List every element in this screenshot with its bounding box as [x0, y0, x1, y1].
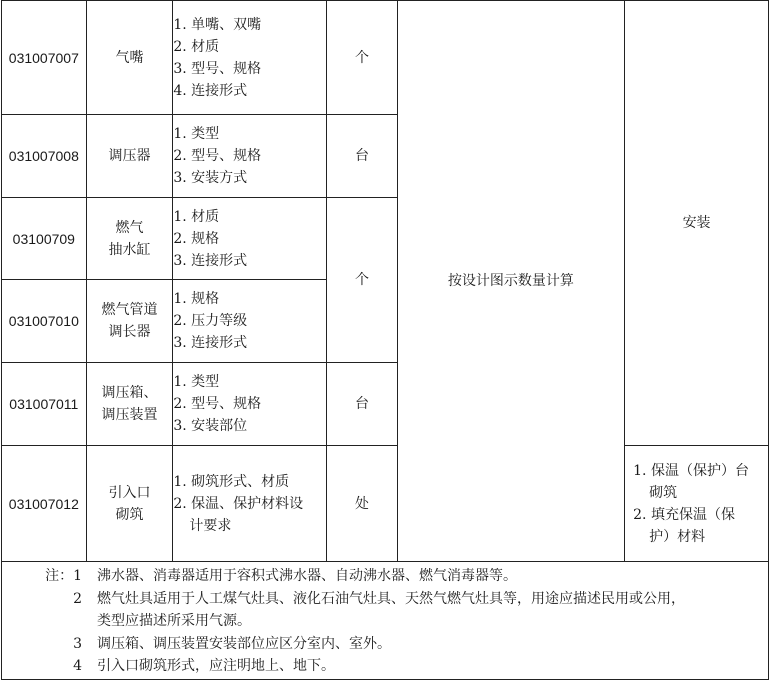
item-features: [173, 198, 327, 280]
item-features: [173, 363, 327, 446]
item-code: 031007010: [2, 280, 87, 363]
note-text: 沸水器、消毒器适用于容积式沸水器、自动沸水器、燃气消毒器等。: [97, 568, 517, 584]
item-code: 031007011: [2, 363, 87, 446]
feature-line: 3. 连接形式: [173, 335, 248, 351]
item-name: [86, 363, 173, 446]
work-line: 砌筑: [649, 484, 678, 501]
item-name-line: 调压箱、: [101, 385, 158, 401]
item-name-line: 抽水缸: [108, 241, 151, 258]
note-text: 引入口砌筑形式，应注明地上、地下。: [97, 658, 335, 674]
feature-line: 2. 型号、规格: [173, 148, 262, 164]
item-code: 031007007: [2, 1, 87, 115]
item-name-line: 引入口: [108, 484, 151, 501]
item-name-line: 砌筑: [115, 506, 144, 523]
note-text: 燃气灶具适用于人工煤气灶具、液化石油气灶具、天然气燃气灶具等，用途应描述民用或公用，: [97, 591, 685, 607]
item-unit: 个: [327, 1, 397, 115]
item-name-line: 调压器: [108, 148, 151, 164]
item-features: [173, 1, 327, 115]
item-unit: 台: [327, 115, 397, 198]
item-name: [86, 115, 173, 198]
work-line: 护）材料: [649, 528, 706, 545]
item-name-line: 调压装置: [101, 407, 158, 423]
feature-line: 2. 型号、规格: [173, 396, 262, 412]
feature-line: 1. 类型: [173, 126, 220, 142]
note-text: 类型应描述所采用气源。: [97, 613, 251, 629]
work-content-install: 安装: [625, 1, 769, 446]
table-row: [2, 446, 769, 562]
note-label: 注：1: [45, 568, 82, 584]
feature-line: 1. 规格: [173, 291, 220, 307]
feature-line: 1. 材质: [173, 208, 220, 225]
item-features: [173, 280, 327, 363]
feature-line: 3. 安装部位: [173, 418, 248, 434]
work-line: 2. 填充保温（保: [633, 506, 735, 523]
note-number: 2: [73, 591, 82, 607]
work-line: 1. 保温（保护）台: [633, 462, 749, 479]
notes-section: [1, 561, 769, 680]
table-row: [2, 1, 769, 115]
item-name-line: 燃气: [115, 219, 144, 236]
item-name: [86, 198, 173, 280]
feature-line: 3. 安装方式: [173, 170, 248, 186]
item-name-line: 调长器: [108, 324, 151, 340]
spec-table: [1, 0, 769, 562]
feature-line: 1. 单嘴、双嘴: [173, 16, 262, 33]
item-code: 03100709: [2, 198, 87, 280]
item-unit: 台: [327, 363, 397, 446]
work-content-list: [625, 460, 768, 548]
item-name-line: 燃气管道: [101, 302, 158, 318]
feature-line: 2. 压力等级: [173, 313, 248, 329]
note-number: 4: [73, 658, 82, 674]
item-unit: 处: [327, 446, 397, 562]
item-features: [173, 446, 327, 562]
item-name: [86, 1, 173, 115]
item-code: 031007012: [2, 446, 87, 562]
item-unit-merged: 个: [327, 198, 397, 363]
measure-rule: 按设计图示数量计算: [397, 1, 624, 562]
feature-line: 2. 保温、保护材料设: [173, 495, 304, 512]
note-number: 3: [73, 636, 82, 652]
feature-line: 3. 型号、规格: [173, 60, 262, 77]
feature-line: 2. 材质: [173, 38, 220, 55]
item-name: [86, 280, 173, 363]
item-name-line: 气嘴: [115, 49, 144, 66]
item-code: 031007008: [2, 115, 87, 198]
item-name: [86, 446, 173, 562]
feature-line: 1. 类型: [173, 374, 220, 390]
feature-line: 4. 连接形式: [173, 82, 248, 99]
feature-line: 计要求: [189, 517, 232, 534]
feature-line: 2. 规格: [173, 230, 220, 247]
work-content-last: [625, 446, 769, 562]
feature-line: 1. 砌筑形式、材质: [173, 473, 290, 490]
feature-line: 3. 连接形式: [173, 252, 248, 269]
note-text: 调压箱、调压装置安装部位应区分室内、室外。: [97, 636, 391, 652]
item-features: [173, 115, 327, 198]
